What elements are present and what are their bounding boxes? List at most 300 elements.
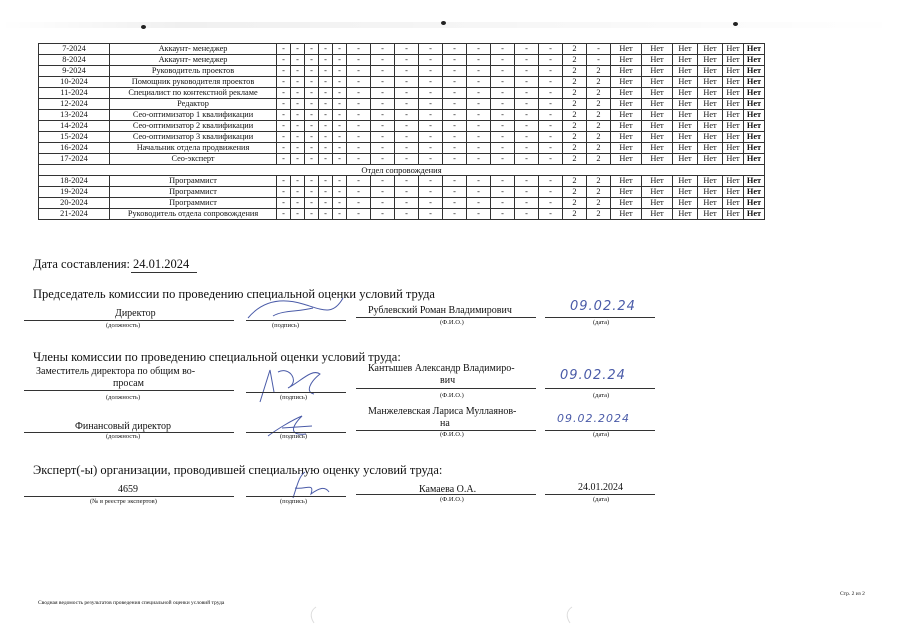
position-cell: Программист: [110, 176, 277, 187]
class-cell: -: [333, 143, 347, 154]
class-cell: -: [419, 66, 443, 77]
class-cell: -: [277, 132, 291, 143]
class-cell: -: [443, 77, 467, 88]
class-cell: -: [333, 88, 347, 99]
flag-cell: Нет: [698, 132, 723, 143]
class-cell: -: [491, 198, 515, 209]
class-cell: 2: [563, 187, 587, 198]
class-cell: -: [539, 154, 563, 165]
expert-name-line: [356, 494, 536, 495]
member1-name-line: [356, 388, 536, 389]
member1-name-line1: Кантышев Александр Владимиро-: [368, 363, 515, 374]
flag-cell: Нет: [723, 121, 744, 132]
flag-cell: Нет: [673, 143, 698, 154]
class-cell: -: [305, 121, 319, 132]
class-cell: -: [305, 55, 319, 66]
workplace-number-cell: 9-2024: [39, 66, 110, 77]
class-cell: -: [333, 55, 347, 66]
position-cell: Руководитель проектов: [110, 66, 277, 77]
class-cell: -: [515, 209, 539, 220]
class-cell: -: [419, 187, 443, 198]
class-cell: -: [443, 66, 467, 77]
class-cell: -: [515, 44, 539, 55]
class-cell: -: [347, 121, 371, 132]
flag-cell: Нет: [698, 176, 723, 187]
position-cell: Редактор: [110, 99, 277, 110]
class-cell: -: [395, 143, 419, 154]
class-cell: -: [347, 99, 371, 110]
class-cell: -: [395, 198, 419, 209]
class-cell: -: [305, 143, 319, 154]
position-cell: Начальник отдела продвижения: [110, 143, 277, 154]
class-cell: -: [587, 44, 611, 55]
class-cell: -: [305, 66, 319, 77]
class-cell: -: [319, 44, 333, 55]
department-header: [39, 165, 765, 176]
class-cell: -: [443, 143, 467, 154]
class-cell: -: [291, 55, 305, 66]
class-cell: -: [319, 66, 333, 77]
class-cell: -: [467, 88, 491, 99]
flag-cell: Нет: [698, 154, 723, 165]
class-cell: -: [395, 154, 419, 165]
class-cell: -: [491, 143, 515, 154]
class-cell: -: [371, 154, 395, 165]
class-cell: -: [443, 110, 467, 121]
workplace-number-cell: 16-2024: [39, 143, 110, 154]
workplace-number-cell: 17-2024: [39, 154, 110, 165]
flag-cell: Нет: [642, 132, 673, 143]
class-cell: -: [419, 132, 443, 143]
flag-cell: Нет: [642, 121, 673, 132]
flag-cell: Нет: [723, 99, 744, 110]
class-cell: -: [371, 121, 395, 132]
class-cell: -: [277, 143, 291, 154]
class-cell: -: [347, 44, 371, 55]
class-cell: -: [395, 132, 419, 143]
class-cell: -: [305, 209, 319, 220]
class-cell: 2: [587, 154, 611, 165]
flag-cell: Нет: [642, 154, 673, 165]
member2-name-line1: Манжелевская Лариса Муллаянов-: [368, 406, 517, 417]
chair-name: Рублевский Роман Владимирович: [368, 305, 512, 316]
class-cell: -: [443, 176, 467, 187]
date-value: 24.01.2024: [133, 257, 190, 271]
class-cell: -: [539, 121, 563, 132]
class-cell: -: [333, 209, 347, 220]
class-cell: -: [539, 132, 563, 143]
class-cell: -: [291, 143, 305, 154]
class-cell: -: [419, 176, 443, 187]
class-cell: 2: [563, 77, 587, 88]
class-cell: 2: [563, 110, 587, 121]
flag-cell: Нет: [673, 187, 698, 198]
chair-name-line: [356, 317, 536, 318]
flag-cell: Нет: [642, 176, 673, 187]
class-cell: -: [291, 198, 305, 209]
class-cell: -: [277, 88, 291, 99]
flag-cell: Нет: [744, 176, 765, 187]
class-cell: -: [277, 44, 291, 55]
class-cell: -: [371, 44, 395, 55]
class-cell: -: [305, 110, 319, 121]
class-cell: -: [515, 55, 539, 66]
class-cell: -: [419, 110, 443, 121]
class-cell: -: [347, 143, 371, 154]
table-row: [39, 66, 765, 77]
flag-cell: Нет: [723, 154, 744, 165]
class-cell: -: [491, 110, 515, 121]
class-cell: -: [467, 187, 491, 198]
flag-cell: Нет: [698, 55, 723, 66]
expert-registry-line: [24, 496, 234, 497]
workplace-number-cell: 21-2024: [39, 209, 110, 220]
class-cell: -: [515, 99, 539, 110]
class-cell: -: [347, 198, 371, 209]
class-cell: -: [539, 77, 563, 88]
class-cell: 2: [563, 132, 587, 143]
flag-cell: Нет: [723, 198, 744, 209]
flag-cell: Нет: [744, 198, 765, 209]
position-cell: Помощник руководителя проектов: [110, 77, 277, 88]
flag-cell: Нет: [611, 187, 642, 198]
table-body-promotion: [39, 44, 765, 165]
class-cell: -: [491, 154, 515, 165]
class-cell: -: [467, 209, 491, 220]
member1-position-line2: просам: [113, 378, 144, 389]
class-cell: -: [491, 132, 515, 143]
caption-registry: (№ в реестре экспертов): [90, 498, 157, 505]
class-cell: -: [371, 176, 395, 187]
flag-cell: Нет: [698, 198, 723, 209]
class-cell: -: [319, 110, 333, 121]
flag-cell: Нет: [723, 187, 744, 198]
caption-position: (должность): [106, 394, 141, 401]
flag-cell: Нет: [642, 143, 673, 154]
member1-position-line1: Заместитель директора по общим во-: [36, 366, 196, 377]
class-cell: -: [491, 88, 515, 99]
class-cell: -: [443, 154, 467, 165]
class-cell: -: [319, 154, 333, 165]
class-cell: -: [515, 88, 539, 99]
class-cell: -: [333, 121, 347, 132]
class-cell: -: [333, 187, 347, 198]
table-row: [39, 88, 765, 99]
class-cell: 2: [587, 132, 611, 143]
class-cell: -: [319, 55, 333, 66]
class-cell: -: [419, 154, 443, 165]
flag-cell: Нет: [642, 55, 673, 66]
flag-cell: Нет: [723, 176, 744, 187]
class-cell: -: [467, 99, 491, 110]
class-cell: -: [395, 187, 419, 198]
class-cell: -: [491, 99, 515, 110]
flag-cell: Нет: [723, 77, 744, 88]
flag-cell: Нет: [611, 110, 642, 121]
flag-cell: Нет: [642, 209, 673, 220]
class-cell: -: [277, 77, 291, 88]
flag-cell: Нет: [744, 44, 765, 55]
expert-date-line: [545, 494, 655, 495]
class-cell: -: [467, 77, 491, 88]
class-cell: -: [333, 154, 347, 165]
flag-cell: Нет: [698, 209, 723, 220]
member1-date-line: [545, 388, 655, 389]
workplace-number-cell: 10-2024: [39, 77, 110, 88]
flag-cell: Нет: [698, 88, 723, 99]
page-number: Стр. 2 из 2: [840, 591, 865, 597]
flag-cell: Нет: [744, 154, 765, 165]
department-title: Отдел сопровождения: [39, 165, 765, 176]
class-cell: -: [515, 121, 539, 132]
workplace-number-cell: 20-2024: [39, 198, 110, 209]
table-row: [39, 77, 765, 88]
flag-cell: Нет: [723, 143, 744, 154]
class-cell: -: [443, 121, 467, 132]
class-cell: -: [539, 110, 563, 121]
class-cell: -: [539, 55, 563, 66]
position-cell: Сео-оптимизатор 3 квалификации: [110, 132, 277, 143]
class-cell: -: [305, 198, 319, 209]
class-cell: -: [371, 143, 395, 154]
flag-cell: Нет: [698, 110, 723, 121]
class-cell: -: [305, 44, 319, 55]
class-cell: -: [371, 55, 395, 66]
flag-cell: Нет: [673, 55, 698, 66]
class-cell: -: [291, 44, 305, 55]
class-cell: -: [467, 143, 491, 154]
position-cell: Аккаунт- менеджер: [110, 44, 277, 55]
flag-cell: Нет: [673, 66, 698, 77]
member1-position-line: [24, 390, 234, 391]
chair-signed-date: 09.02.24: [570, 299, 636, 314]
caption-fio: (Ф.И.О.): [440, 392, 464, 399]
class-cell: -: [291, 77, 305, 88]
table-row: [39, 55, 765, 66]
flag-cell: Нет: [673, 99, 698, 110]
flag-cell: Нет: [611, 66, 642, 77]
class-cell: -: [491, 209, 515, 220]
flag-cell: Нет: [673, 44, 698, 55]
class-cell: -: [419, 198, 443, 209]
flag-cell: Нет: [698, 66, 723, 77]
class-cell: -: [443, 132, 467, 143]
class-cell: 2: [587, 121, 611, 132]
class-cell: -: [291, 66, 305, 77]
class-cell: -: [419, 55, 443, 66]
class-cell: -: [291, 121, 305, 132]
class-cell: 2: [587, 110, 611, 121]
class-cell: -: [419, 77, 443, 88]
flag-cell: Нет: [698, 121, 723, 132]
workplace-number-cell: 13-2024: [39, 110, 110, 121]
class-cell: -: [467, 66, 491, 77]
class-cell: -: [539, 88, 563, 99]
class-cell: 2: [587, 88, 611, 99]
class-cell: -: [319, 198, 333, 209]
workplace-number-cell: 11-2024: [39, 88, 110, 99]
table-row: [39, 198, 765, 209]
class-cell: 2: [563, 154, 587, 165]
class-cell: -: [539, 187, 563, 198]
flag-cell: Нет: [698, 187, 723, 198]
workplace-number-cell: 12-2024: [39, 99, 110, 110]
class-cell: -: [419, 143, 443, 154]
class-cell: -: [347, 154, 371, 165]
caption-fio: (Ф.И.О.): [440, 496, 464, 503]
class-cell: -: [491, 121, 515, 132]
flag-cell: Нет: [698, 44, 723, 55]
class-cell: -: [347, 209, 371, 220]
class-cell: 2: [587, 198, 611, 209]
class-cell: 2: [563, 198, 587, 209]
class-cell: -: [539, 198, 563, 209]
class-cell: -: [443, 99, 467, 110]
class-cell: -: [277, 66, 291, 77]
caption-fio: (Ф.И.О.): [440, 319, 464, 326]
date-label: Дата составления:: [33, 257, 130, 271]
flag-cell: Нет: [611, 198, 642, 209]
flag-cell: Нет: [642, 110, 673, 121]
flag-cell: Нет: [642, 99, 673, 110]
class-cell: -: [277, 187, 291, 198]
class-cell: -: [539, 209, 563, 220]
class-cell: -: [305, 132, 319, 143]
table-row: [39, 132, 765, 143]
flag-cell: Нет: [642, 66, 673, 77]
flag-cell: Нет: [744, 110, 765, 121]
class-cell: -: [443, 209, 467, 220]
class-cell: -: [347, 55, 371, 66]
scan-dot: [141, 25, 146, 29]
class-cell: 2: [563, 55, 587, 66]
class-cell: -: [333, 99, 347, 110]
class-cell: 2: [563, 44, 587, 55]
class-cell: -: [371, 77, 395, 88]
class-cell: -: [491, 187, 515, 198]
class-cell: 2: [587, 77, 611, 88]
class-cell: -: [371, 110, 395, 121]
class-cell: -: [305, 187, 319, 198]
class-cell: -: [333, 44, 347, 55]
class-cell: -: [319, 176, 333, 187]
class-cell: -: [347, 132, 371, 143]
chair-position: Директор: [115, 308, 156, 319]
caption-fio: (Ф.И.О.): [440, 431, 464, 438]
class-cell: -: [371, 132, 395, 143]
caption-date: (дата): [593, 431, 610, 438]
class-cell: 2: [587, 176, 611, 187]
flag-cell: Нет: [673, 121, 698, 132]
chair-heading: Председатель комиссии по проведению специальной оценки условий труда: [33, 287, 435, 301]
flag-cell: Нет: [673, 198, 698, 209]
class-cell: -: [491, 55, 515, 66]
class-cell: -: [319, 187, 333, 198]
class-cell: -: [319, 121, 333, 132]
scan-artifact: [300, 605, 600, 625]
flag-cell: Нет: [744, 187, 765, 198]
flag-cell: Нет: [673, 209, 698, 220]
class-cell: -: [305, 99, 319, 110]
flag-cell: Нет: [611, 154, 642, 165]
scan-dot: [441, 21, 446, 25]
position-cell: Руководитель отдела сопровождения: [110, 209, 277, 220]
class-cell: -: [419, 44, 443, 55]
class-cell: -: [277, 55, 291, 66]
date-underline: [131, 272, 197, 273]
class-cell: -: [319, 209, 333, 220]
class-cell: -: [291, 110, 305, 121]
flag-cell: Нет: [723, 44, 744, 55]
class-cell: -: [291, 132, 305, 143]
class-cell: 2: [563, 66, 587, 77]
class-cell: -: [443, 187, 467, 198]
flag-cell: Нет: [744, 121, 765, 132]
class-cell: 2: [563, 99, 587, 110]
caption-signature: (подпись): [280, 498, 307, 505]
class-cell: -: [443, 44, 467, 55]
flag-cell: Нет: [611, 44, 642, 55]
class-cell: 2: [563, 143, 587, 154]
class-cell: -: [395, 209, 419, 220]
class-cell: -: [291, 99, 305, 110]
class-cell: -: [319, 143, 333, 154]
class-cell: -: [291, 88, 305, 99]
class-cell: -: [333, 77, 347, 88]
workplace-number-cell: 19-2024: [39, 187, 110, 198]
class-cell: -: [467, 154, 491, 165]
class-cell: -: [395, 99, 419, 110]
class-cell: -: [395, 55, 419, 66]
flag-cell: Нет: [723, 110, 744, 121]
class-cell: 2: [587, 209, 611, 220]
class-cell: -: [395, 66, 419, 77]
flag-cell: Нет: [723, 66, 744, 77]
class-cell: -: [347, 110, 371, 121]
class-cell: -: [291, 154, 305, 165]
table-row: [39, 121, 765, 132]
class-cell: -: [347, 66, 371, 77]
class-cell: -: [539, 143, 563, 154]
class-cell: -: [587, 55, 611, 66]
flag-cell: Нет: [611, 99, 642, 110]
chair-position-line: [24, 320, 234, 321]
class-cell: -: [277, 176, 291, 187]
flag-cell: Нет: [642, 77, 673, 88]
table-row: [39, 209, 765, 220]
flag-cell: Нет: [611, 143, 642, 154]
class-cell: 2: [587, 66, 611, 77]
class-cell: -: [371, 66, 395, 77]
position-cell: Программист: [110, 187, 277, 198]
flag-cell: Нет: [673, 88, 698, 99]
class-cell: -: [515, 77, 539, 88]
class-cell: -: [277, 110, 291, 121]
members-heading: Члены комиссии по проведению специальной оценки условий труда:: [33, 350, 401, 364]
class-cell: -: [515, 154, 539, 165]
class-cell: -: [419, 88, 443, 99]
class-cell: -: [291, 209, 305, 220]
flag-cell: Нет: [723, 55, 744, 66]
caption-signature: (подпись): [280, 394, 307, 401]
class-cell: -: [395, 88, 419, 99]
class-cell: -: [291, 176, 305, 187]
member2-position: Финансовый директор: [75, 421, 171, 432]
class-cell: -: [305, 176, 319, 187]
workplace-number-cell: 15-2024: [39, 132, 110, 143]
table-row: [39, 99, 765, 110]
class-cell: -: [291, 187, 305, 198]
